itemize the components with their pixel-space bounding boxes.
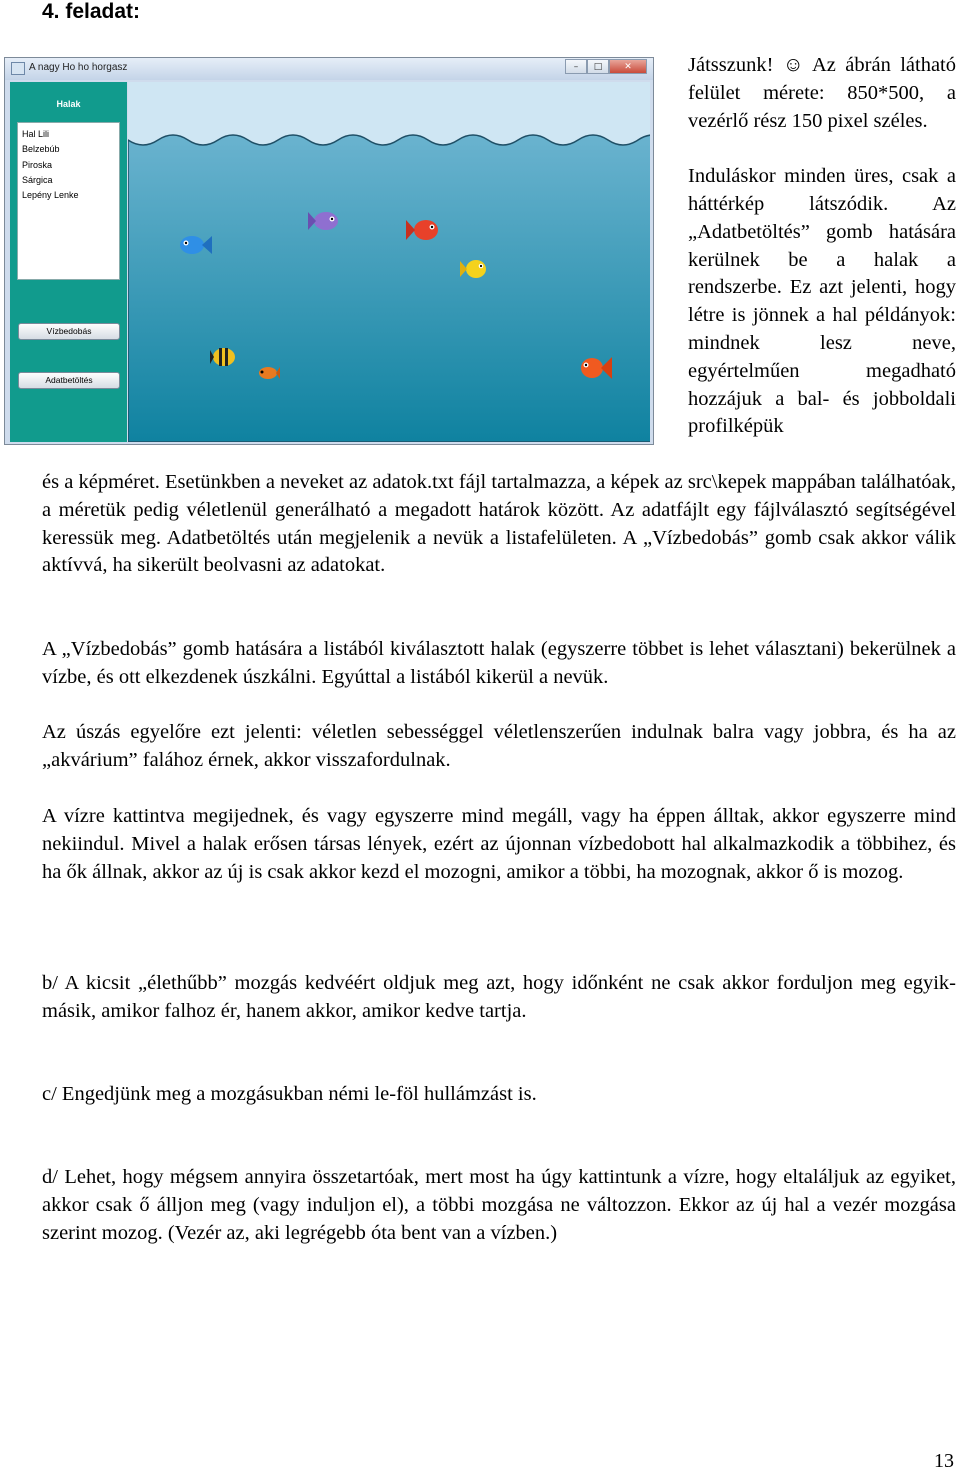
close-icon[interactable]: ✕: [609, 59, 647, 74]
task-heading: 4. feladat:: [42, 0, 141, 23]
intro-paragraph: Játsszunk! ☺ Az ábrán látható felület mérete: 850*500, a vezérlő rész 150 pixel széles.: [688, 54, 956, 132]
goldfish-icon[interactable]: [576, 352, 612, 384]
red-fish-icon[interactable]: [406, 214, 442, 244]
page-number: 13: [934, 1450, 954, 1472]
orange-small-fish-icon[interactable]: [256, 364, 280, 382]
paragraph-c: c/ Engedjünk meg a mozgásukban némi le-föl hullámzást is.: [42, 1083, 537, 1105]
striped-fish-icon[interactable]: [210, 344, 238, 370]
control-panel: [10, 82, 127, 442]
fish-list[interactable]: [17, 122, 120, 280]
paragraph-4: A vízre kattintva megijednek, és vagy egyszerre mind megáll, vagy ha éppen álltak, akkor egyszerre mind nekiindul. Mivel a halak erősen társas lények, ezért az újonnan vízbedobott hal alkalmazkodik a többihez, és ha ők állnak, akkor az új is csak akkor kezd el mozogni, amikor a többi, ha mozognak, akkor ő is mozog.: [42, 805, 956, 883]
blue-fish-icon[interactable]: [178, 232, 212, 258]
fish-list-item[interactable]: Belzebúb: [22, 144, 60, 155]
app-window-screenshot: [4, 57, 654, 445]
fish-list-item[interactable]: Piroska: [22, 159, 53, 170]
yellow-fish-icon[interactable]: [460, 256, 490, 282]
fish-list-item[interactable]: Lepény Lenke: [22, 190, 79, 201]
startup-paragraph: Induláskor minden üres, csak a háttérkép látszódik. Az „Adatbetöltés” gomb hatására kerülnek be a halak a rendszerbe. Ez azt jelenti, hogy létre is jönnek a hal példányok: mindnek lesz neve, egyértelműen megadható hozzájuk a bal- és jobboldali profilképük: [688, 165, 956, 438]
window-title: A nagy Ho ho horgasz: [29, 62, 128, 73]
paragraph-2: A „Vízbedobás” gomb hatására a listából kiválasztott halak (egyszerre többet is lehet választani) bekerülnek a vízbe, és ott elkezdenek úszkálni. Egyúttal a listából kikerül a nevük.: [42, 638, 956, 688]
paragraph-d: d/ Lehet, hogy mégsem annyira összetartóak, mert most ha úgy kattintunk a vízre, hogy eltaláljuk az egyiket, akkor csak ő álljon meg (vagy induljon el), a többi mozgása ne változzon. Ekkor az új hal a vezér mozgása szerint mozog. (Vezér az, aki legrégebb óta bent van a vízben.): [42, 1166, 956, 1244]
load-data-button[interactable]: Adatbetöltés: [18, 372, 120, 389]
throw-in-button[interactable]: Vízbedobás: [18, 323, 120, 340]
minimize-icon[interactable]: –: [565, 59, 587, 74]
right-column-text: [688, 52, 956, 441]
purple-fish-icon[interactable]: [308, 208, 342, 234]
aquarium-background: [128, 82, 650, 442]
fish-list-item[interactable]: Sárgica: [22, 174, 53, 185]
aquarium-area[interactable]: [128, 82, 650, 442]
paragraph-b: b/ A kicsit „élethűbb” mozgás kedvéért oldjuk meg azt, hogy időnként ne csak akkor forduljon meg egyik-másik, amikor falhoz ér, hanem akkor, amikor kedve tartja.: [42, 972, 956, 1022]
maximize-icon[interactable]: □: [587, 59, 609, 74]
window-controls: [565, 59, 647, 74]
paragraph-1: és a képméret. Esetünkben a neveket az adatok.txt fájl tartalmazza, a képek az src\kepek mappában találhatóak, a méretük pedig véletlenül generálható a megadott határok között. Az adatfájlt egy fájlválasztó segítségével keressük meg. Adatbetöltés után megjelenik a nevük a listafelületen. A „Vízbedobás” gomb csak akkor válik aktívvá, ha sikerült beolvasni az adatokat.: [42, 471, 956, 577]
app-icon: [11, 62, 25, 75]
paragraph-3: Az úszás egyelőre ezt jelenti: véletlen sebességgel véletlenszerűen indulnak balra vagy jobbra, és ha az „akvárium” falához érnek, akkor visszafordulnak.: [42, 721, 956, 771]
window-titlebar: [5, 58, 653, 80]
fish-list-item[interactable]: Hal Lili: [22, 129, 50, 139]
panel-title: Halak: [56, 99, 81, 109]
